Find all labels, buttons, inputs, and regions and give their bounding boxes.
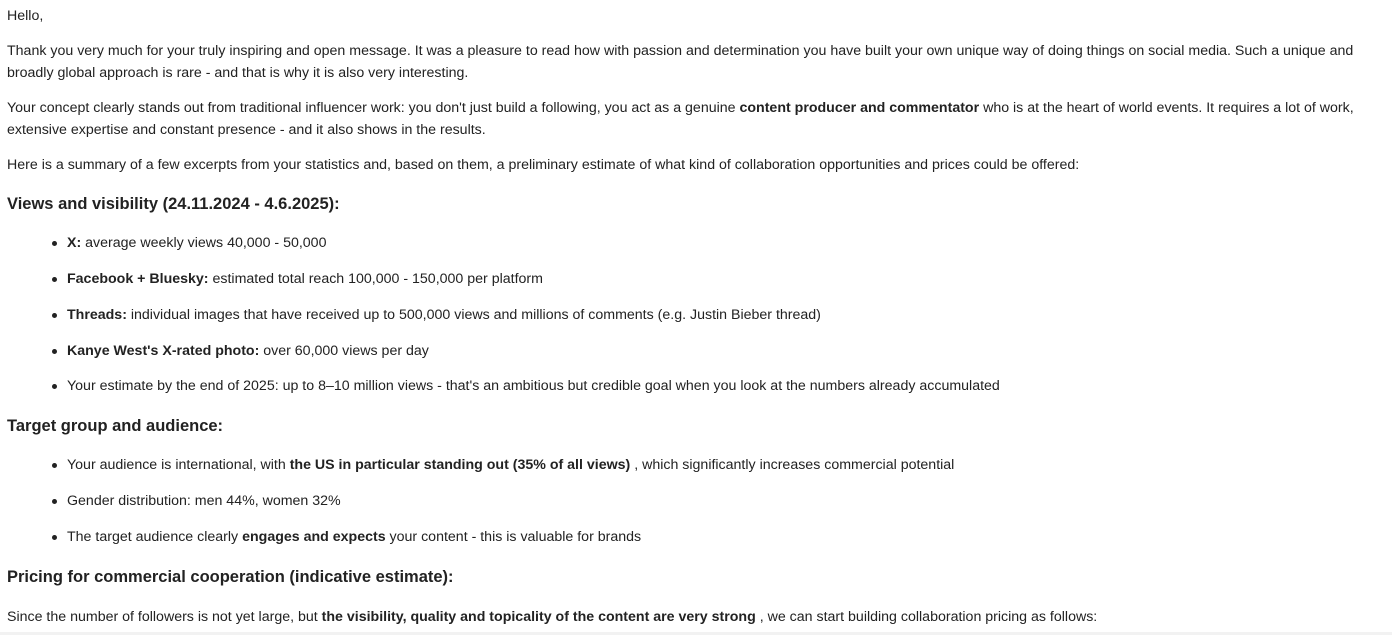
- list-item: [67, 526, 1382, 548]
- greeting: Hello,: [7, 8, 44, 24]
- concept-paragraph: [7, 97, 1382, 141]
- concept-text-start: Your concept clearly stands out from traditional influencer work: you don't just build a following, you act as a genuine: [7, 100, 740, 116]
- list-item: [67, 375, 1382, 397]
- list-item: [67, 490, 1382, 512]
- list-item: [67, 454, 1382, 476]
- intro-paragraph: Thank you very much for your truly inspiring and open message. It was a pleasure to read how with passion and determination you have built your own unique way of doing things on social media. Such a unique and broadly global approach is rare - and that is why it is also very interesting.: [7, 43, 1354, 81]
- pricing-heading: Pricing for commercial cooperation (indicative estimate):: [7, 568, 454, 586]
- item-label: Facebook + Bluesky:: [67, 271, 209, 287]
- item-text: average weekly views 40,000 - 50,000: [81, 235, 327, 251]
- item-text: Your estimate by the end of 2025: up to 8–10 million views - that's an ambitious but credible goal when you look at the numbers already accumulated: [67, 378, 1000, 394]
- email-body: [7, 5, 1382, 635]
- item-text: estimated total reach 100,000 - 150,000 per platform: [208, 271, 543, 287]
- item-text: The target audience clearly: [67, 529, 243, 545]
- item-text: , which significantly increases commercial potential: [630, 457, 955, 473]
- pricing-text-end: , we can start building collaboration pricing as follows:: [755, 609, 1098, 625]
- summary-paragraph: Here is a summary of a few excerpts from your statistics and, based on them, a preliminary estimate of what kind of collaboration opportunities and prices could be offered:: [7, 157, 1080, 173]
- item-label: X:: [67, 235, 82, 251]
- views-heading: Views and visibility (24.11.2024 - 4.6.2025):: [7, 195, 340, 213]
- concept-text-end: who is at the heart of world events. It requires a lot of work, extensive expertise and constant presence - and it also shows in the results.: [7, 100, 1354, 138]
- item-text: your content - this is valuable for brands: [385, 529, 642, 545]
- audience-list: [7, 454, 1382, 548]
- item-text: over 60,000 views per day: [259, 343, 429, 359]
- item-text: individual images that have received up to 500,000 views and millions of comments (e.g. Justin Bieber thread): [126, 307, 821, 323]
- pricing-intro: [7, 606, 1382, 628]
- concept-emphasis: content producer and commentator: [739, 100, 980, 116]
- pricing-text-start: Since the number of followers is not yet large, but: [7, 609, 322, 625]
- list-item: [67, 268, 1382, 290]
- item-label: Threads:: [67, 307, 127, 323]
- item-text: Gender distribution: men 44%, women 32%: [67, 493, 341, 509]
- item-emphasis: engages and expects: [242, 529, 386, 545]
- item-label: Kanye West's X-rated photo:: [67, 343, 260, 359]
- audience-heading: Target group and audience:: [7, 417, 224, 435]
- item-text: Your audience is international, with: [67, 457, 290, 473]
- list-item: [67, 232, 1382, 254]
- list-item: [67, 340, 1382, 362]
- item-emphasis: the US in particular standing out (35% of all views): [289, 457, 631, 473]
- pricing-emphasis: the visibility, quality and topicality of the content are very strong: [321, 609, 756, 625]
- views-list: [7, 232, 1382, 397]
- list-item: [67, 304, 1382, 326]
